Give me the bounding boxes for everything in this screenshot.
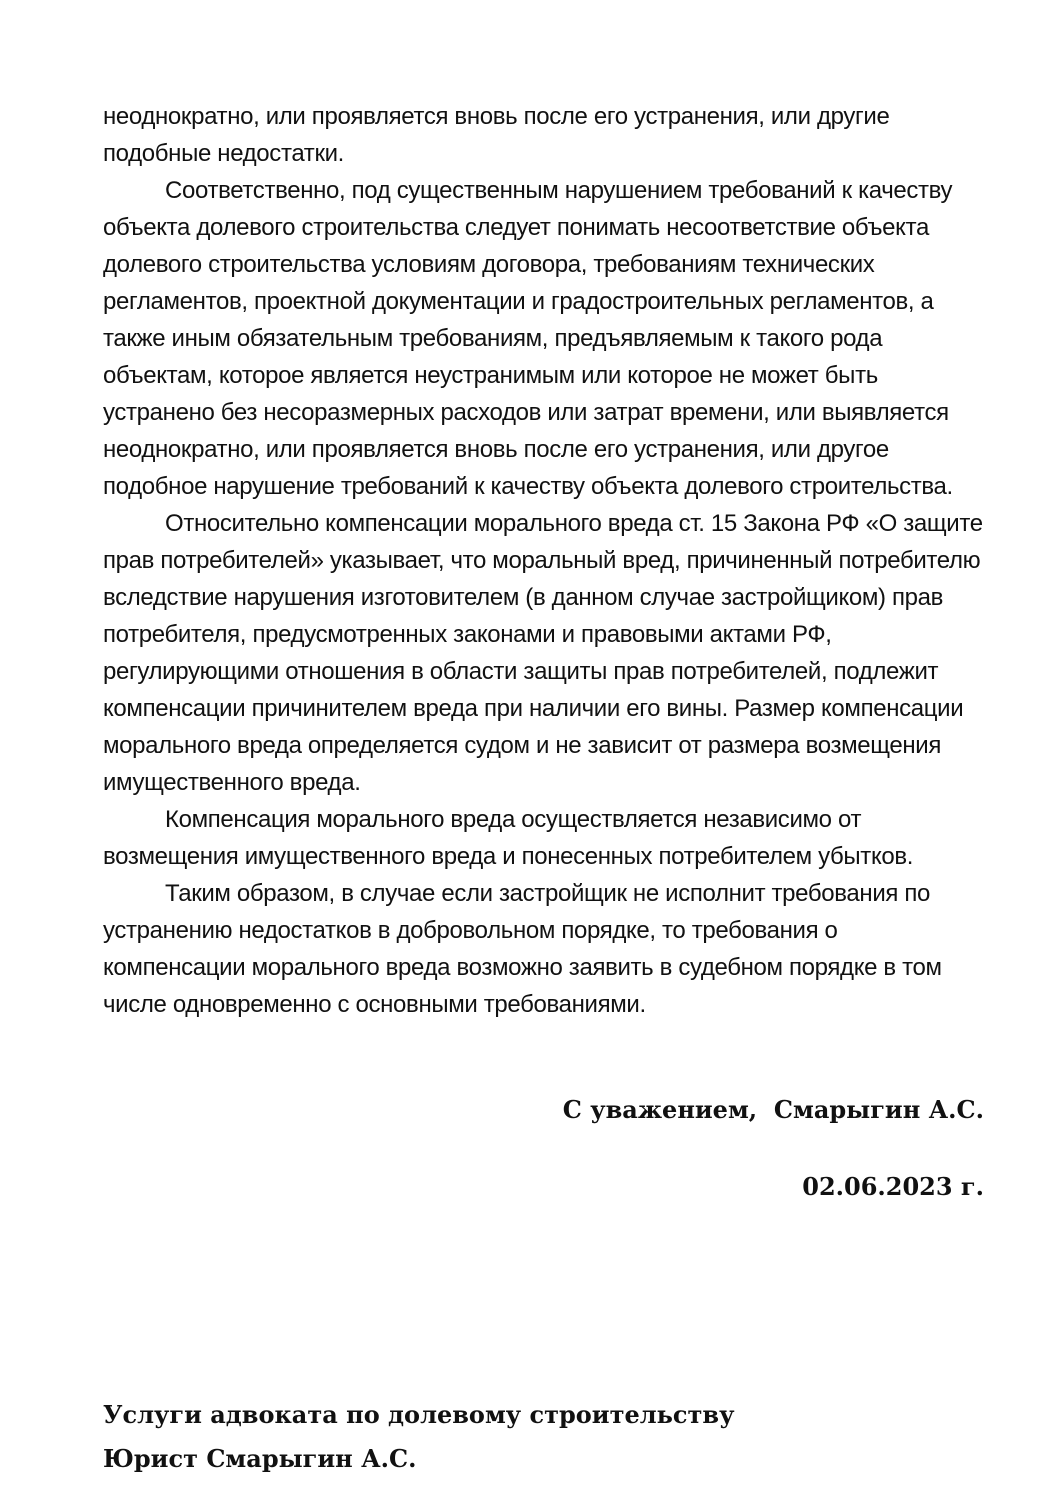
footer-lawyer-name: Юрист Смарыгин А.С. — [103, 1444, 417, 1473]
paragraph-quality-violation: Соответственно, под существенным нарушением требований к качеству объекта долевого строительства следует понимать несоответствие объекта долевого строительства условиям договора, требованиям технических регламентов, проектной документации и градостроительных регламентов, а также иным обязательным требованиям, предъявляемым к такого рода объектам, которое является неустранимым или которое не может быть устранено без несоразмерных расходов или затрат времени, или выявляется неоднократно, или проявляется вновь после его устранения, или другое подобное нарушение требований к качеству объекта долевого строительства. — [103, 177, 953, 500]
paragraph-compensation: Компенсация морального вреда осуществляется независимо от возмещения имущественного вреда и понесенных потребителем убытков. — [103, 806, 914, 870]
paragraph-continuation: неоднократно, или проявляется вновь после его устранения, или другие подобные недостатки. — [103, 103, 890, 167]
signature-date: 02.06.2023 г. — [802, 1172, 984, 1201]
footer-services-title: Услуги адвоката по долевому строительству — [103, 1400, 735, 1429]
paragraph-conclusion: Таким образом, в случае если застройщик не исполнит требования по устранению недостатков в добровольном порядке, то требования о компенсации морального вреда возможно заявить в судебном порядке в том числе одновременно с основными требованиями. — [103, 880, 942, 1018]
signature-regards: С уважением, Смарыгин А.С. — [562, 1095, 984, 1124]
paragraph-moral-damage-law: Относительно компенсации морального вреда ст. 15 Закона РФ «О защите прав потребителей» указывает, что моральный вред, причиненный потребителю вследствие нарушения изготовителем (в данном случае застройщиком) прав потребителя, предусмотренных законами и правовыми актами РФ, регулирующими отношения в области защиты прав потребителей, подлежит компенсации причинителем вреда при наличии его вины. Размер компенсации морального вреда определяется судом и не зависит от размера возмещения имущественного вреда. — [103, 510, 983, 796]
body-text — [103, 98, 983, 1023]
